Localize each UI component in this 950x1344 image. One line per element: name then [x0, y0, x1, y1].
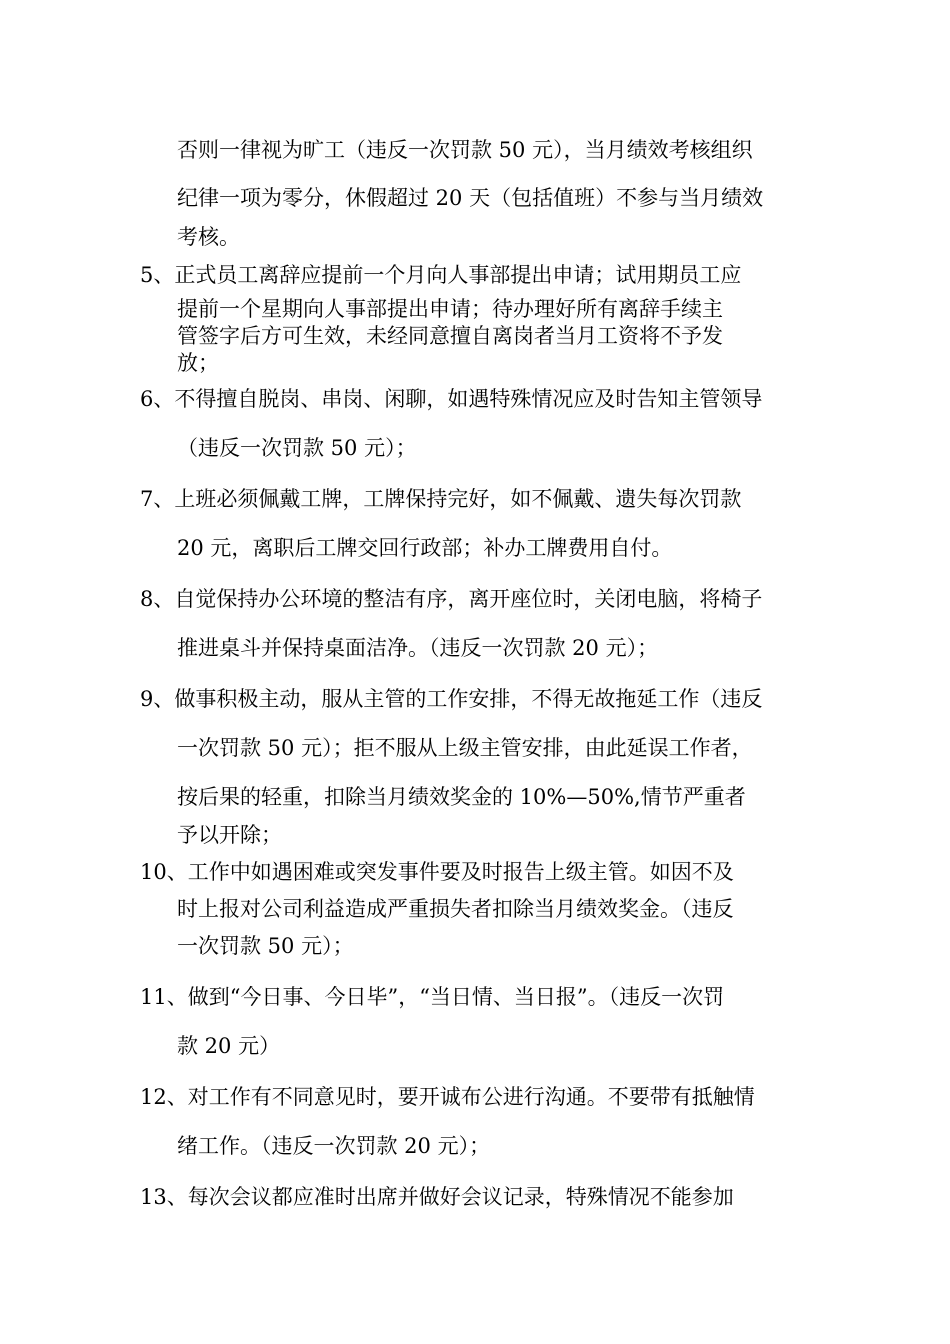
text-line: 推进桌斗并保持桌面洁净。（违反一次罚款 20 元）；	[177, 636, 659, 660]
text-line: 13、每次会议都应准时出席并做好会议记录，特殊情况不能参加	[140, 1185, 734, 1209]
text-line: 按后果的轻重，扣除当月绩效奖金的 10%—50%,情节严重者	[177, 785, 746, 809]
text-line: 8、自觉保持办公环境的整洁有序，离开座位时，关闭电脑，将椅子	[140, 587, 763, 611]
text-line: 纪律一项为零分，休假超过 20 天（包括值班）不参与当月绩效	[177, 186, 764, 210]
text-line: 12、对工作有不同意见时，要开诚布公进行沟通。不要带有抵触情	[140, 1085, 755, 1109]
text-line: 5、正式员工离辞应提前一个月向人事部提出申请；试用期员工应	[140, 263, 742, 287]
text-line: 绪工作。（违反一次罚款 20 元）；	[177, 1134, 491, 1158]
text-line: 20 元，离职后工牌交回行政部；补办工牌费用自付。	[177, 536, 673, 560]
text-line: 予以开除；	[177, 823, 282, 847]
text-line: 11、做到“今日事、今日毕”，“当日情、当日报”。（违反一次罚	[140, 985, 725, 1009]
text-line: 7、上班必须佩戴工牌，工牌保持完好，如不佩戴、遗失每次罚款	[140, 487, 742, 511]
text-line: 一次罚款 50 元）；	[177, 934, 354, 958]
text-line: （违反一次罚款 50 元）；	[177, 436, 417, 460]
text-line: 10、工作中如遇困难或突发事件要及时报告上级主管。如因不及	[140, 860, 734, 884]
text-line: 提前一个星期向人事部提出申请；待办理好所有离辞手续主	[177, 297, 723, 321]
text-line: 6、不得擅自脱岗、串岗、闲聊，如遇特殊情况应及时告知主管领导	[140, 387, 763, 411]
text-line: 放；	[177, 351, 219, 375]
text-line: 9、做事积极主动，服从主管的工作安排，不得无故拖延工作（违反	[140, 687, 763, 711]
text-line: 考核。	[177, 225, 240, 249]
text-line: 一次罚款 50 元）；拒不服从上级主管安排，由此延误工作者，	[177, 736, 753, 760]
text-line: 款 20 元）	[177, 1034, 281, 1058]
text-line: 管签字后方可生效，未经同意擅自离岗者当月工资将不予发	[177, 324, 723, 348]
text-line: 时上报对公司利益造成严重损失者扣除当月绩效奖金。（违反	[177, 897, 734, 921]
text-line: 否则一律视为旷工（违反一次罚款 50 元），当月绩效考核组织	[177, 138, 753, 162]
